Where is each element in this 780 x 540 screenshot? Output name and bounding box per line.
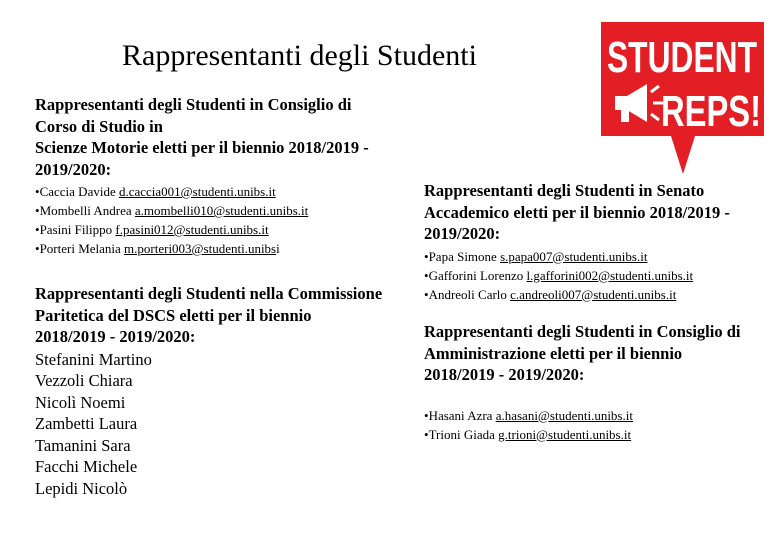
commissione-heading [35, 283, 425, 348]
commissione-members [35, 349, 425, 500]
member-name: Caccia Davide [39, 184, 116, 199]
heading-line: 2018/2019 - 2019/2020: [424, 365, 585, 384]
senato-section [424, 180, 774, 304]
member-name: Gafforini Lorenzo [428, 267, 524, 283]
list-item: Facchi Michele [35, 457, 138, 477]
heading-line: Rappresentanti degli Studenti nella Commissione [35, 284, 383, 303]
list-item: Tamanini Sara [35, 435, 131, 455]
bullet: • [35, 241, 40, 256]
logo-text-reps: REPS! [661, 87, 761, 136]
senato-members [424, 247, 774, 304]
list-item: Nicolì Noemi [35, 392, 126, 412]
list-item [35, 239, 415, 258]
email-link[interactable]: c.andreoli007@studenti.unibs.it [510, 286, 677, 302]
consiglio-corso-heading [35, 94, 415, 180]
member-name: Papa Simone [428, 248, 497, 264]
list-item [35, 220, 415, 239]
email-link[interactable]: f.pasini012@studenti.unibs.it [115, 222, 269, 237]
heading-line: 2019/2020: [35, 159, 112, 179]
list-item: Zambetti Laura [35, 414, 138, 434]
email-link[interactable]: l.gafforini002@studenti.unibs.it [526, 267, 694, 283]
student-reps-logo [595, 18, 770, 178]
senato-heading [424, 180, 774, 245]
list-item [424, 247, 774, 266]
bullet: • [424, 248, 429, 264]
member-name: Trioni Giada [428, 426, 495, 442]
list-item [424, 266, 774, 285]
bullet: • [35, 184, 40, 199]
member-name: Mombelli Andrea [39, 203, 132, 218]
cda-members [424, 406, 774, 444]
member-name: Porteri Melania [39, 241, 121, 256]
heading-line: Paritetica del DSCS eletti per il biennio [35, 305, 312, 325]
bullet: • [35, 222, 40, 237]
bullet: • [35, 203, 40, 218]
heading-line: Corso di Studio in [35, 116, 163, 136]
trailing-text: i [276, 241, 280, 256]
list-item [35, 201, 415, 220]
list-item: Stefanini Martino [35, 349, 152, 369]
member-name: Hasani Azra [428, 407, 493, 423]
page-title: Rappresentanti degli Studenti [122, 39, 477, 72]
email-link[interactable]: a.hasani@studenti.unibs.it [495, 407, 633, 423]
email-link[interactable]: s.papa007@studenti.unibs.it [500, 248, 648, 264]
list-item: Vezzoli Chiara [35, 371, 133, 391]
consiglio-corso-section [35, 94, 415, 258]
cda-heading [424, 321, 774, 386]
consiglio-corso-members [35, 182, 415, 258]
bullet: • [424, 426, 429, 442]
bullet: • [424, 407, 429, 423]
heading-line: Amministrazione eletti per il biennio [424, 343, 683, 363]
logo-text-student: STUDENT [607, 33, 758, 82]
member-name: Pasini Filippo [39, 222, 113, 237]
list-item [424, 406, 774, 425]
bullet: • [424, 286, 429, 302]
list-item [35, 182, 415, 201]
email-link[interactable]: a.mombelli010@studenti.unibs.it [134, 203, 309, 218]
list-item [424, 425, 774, 444]
email-link[interactable]: d.caccia001@studenti.unibs.it [118, 184, 276, 199]
heading-line: 2018/2019 - 2019/2020: [35, 327, 196, 346]
commissione-section [35, 283, 425, 500]
list-item [424, 285, 774, 304]
email-link[interactable]: m.porteri003@studenti.unibs [124, 241, 277, 256]
heading-line: Scienze Motorie eletti per il biennio 2018/2019 - [35, 138, 369, 157]
heading-line: Rappresentanti degli Studenti in Consiglio di [424, 322, 741, 341]
bullet: • [424, 267, 429, 283]
email-link[interactable]: g.trioni@studenti.unibs.it [498, 426, 632, 442]
list-item: Lepidi Nicolò [35, 479, 128, 499]
heading-line: Rappresentanti degli Studenti in Senato [424, 181, 705, 200]
heading-line: Accademico eletti per il biennio 2018/2019 - [424, 202, 730, 222]
member-name: Andreoli Carlo [428, 286, 507, 302]
heading-line: 2019/2020: [424, 224, 501, 243]
cda-section [424, 321, 774, 444]
heading-line: Rappresentanti degli Studenti in Consiglio di [35, 95, 352, 114]
